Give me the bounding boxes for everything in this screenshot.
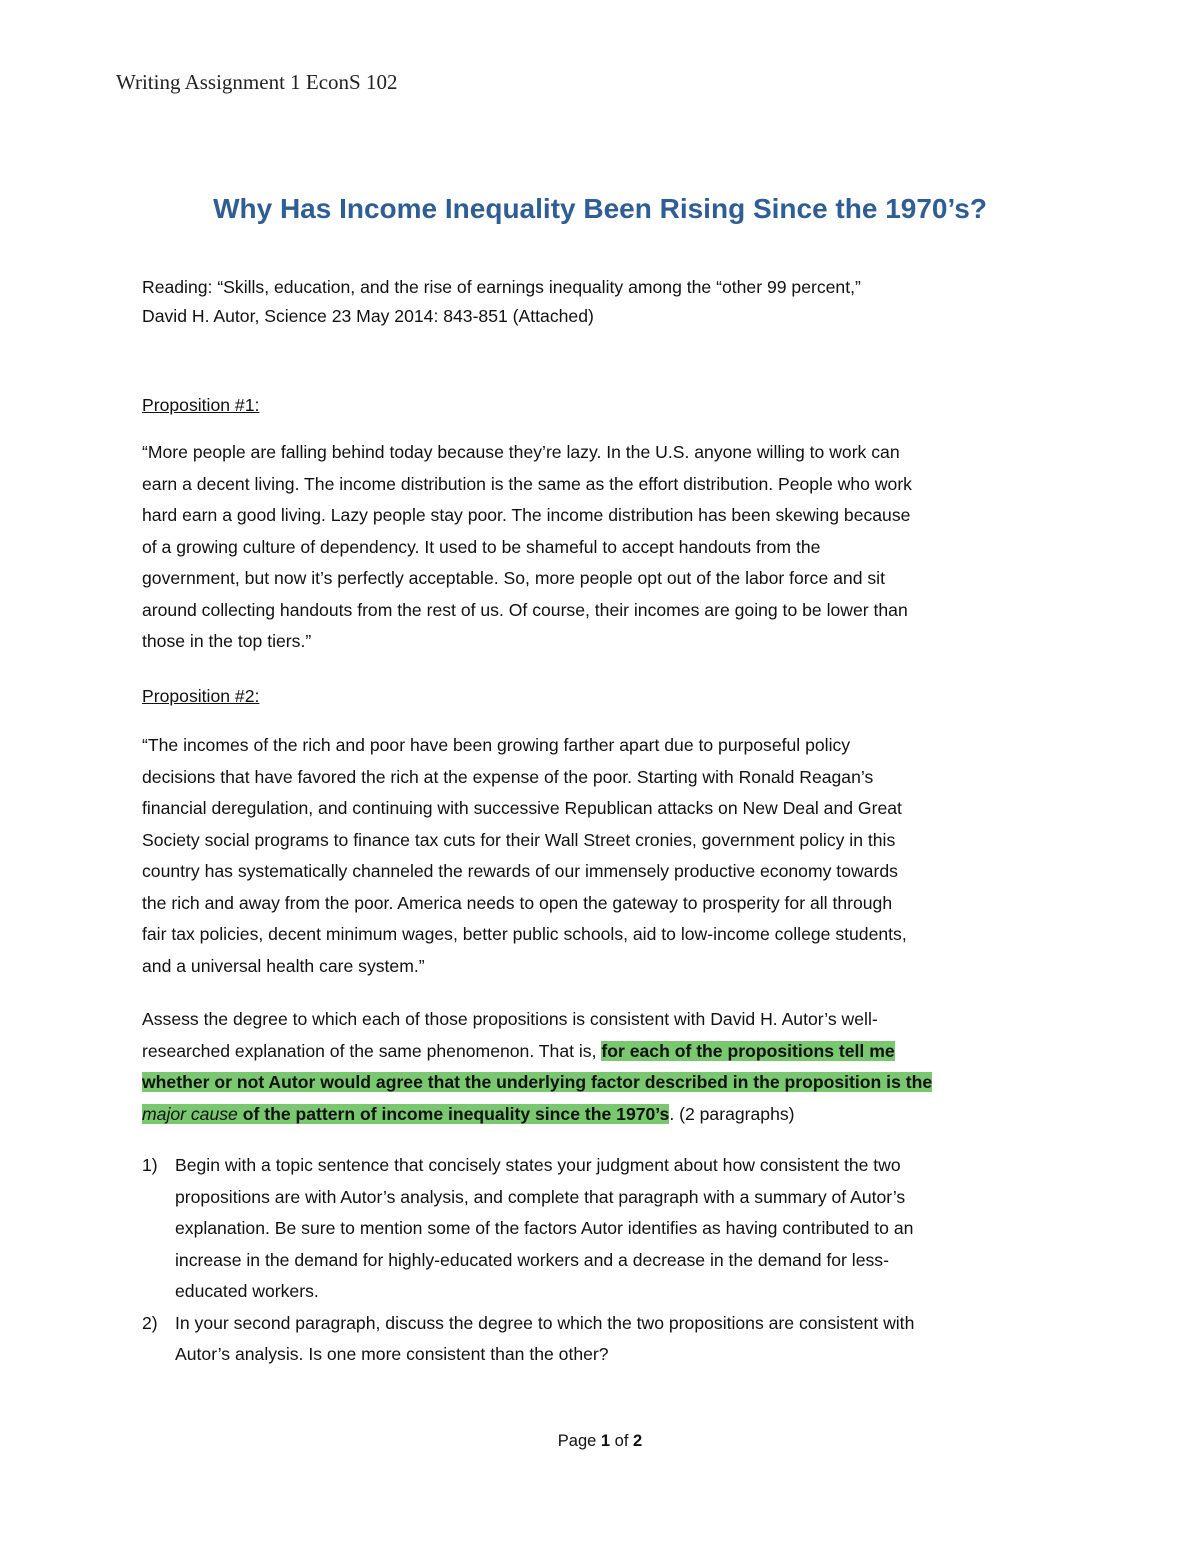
quote-line: decisions that have favored the rich at the expense of the poor. Starting with Ronald Reagan’s [142, 766, 874, 787]
instruction-text: researched explanation of the same phenomenon. That is, [142, 1040, 602, 1061]
quote-line: government, but now it’s perfectly acceptable. So, more people opt out of the labor force and sit [142, 568, 885, 588]
quote-line: around collecting handouts from the rest of us. Of course, their incomes are going to be lower than [142, 599, 908, 620]
instruction-text: Assess the degree to which each of those propositions is consistent with David H. Autor’s well- [142, 1009, 878, 1029]
instruction-line [142, 1004, 1067, 1036]
task-number: 2) [142, 1312, 158, 1333]
proposition-1-heading: Proposition #1: [142, 395, 260, 415]
quote-line: hard earn a good living. Lazy people stay poor. The income distribution has been skewing because [142, 505, 911, 525]
highlighted-text: whether or not Autor would agree that the underlying factor described in the proposition is the [142, 1072, 933, 1092]
task-list [142, 1150, 1067, 1371]
reading-line: David H. Autor, Science 23 May 2014: 843-851 (Attached) [142, 306, 594, 326]
task-line: educated workers. [175, 1281, 319, 1301]
quote-line: earn a decent living. The income distribution is the same as the effort distribution. People who work [142, 473, 912, 494]
quote-line: Society social programs to finance tax cuts for their Wall Street cronies, government policy in this [142, 829, 896, 850]
page-of-label: of [610, 1432, 634, 1450]
quote-line: of a growing culture of dependency. It used to be shameful to accept handouts from the [142, 536, 821, 557]
document-title: Why Has Income Inequality Been Rising Since the 1970’s? [213, 193, 987, 224]
task-line: propositions are with Autor’s analysis, and complete that paragraph with a summary of Autor’s [175, 1186, 906, 1207]
highlighted-italic-text: major cause [142, 1103, 238, 1124]
quote-line: fair tax policies, decent minimum wages, better public schools, aid to low-income college students, [142, 924, 907, 944]
quote-line: “More people are falling behind today because they’re lazy. In the U.S. anyone willing to work can [142, 442, 900, 462]
proposition-2-heading: Proposition #2: [142, 686, 260, 706]
proposition-2-quote [142, 730, 1067, 982]
proposition-1-quote [142, 437, 1067, 658]
quote-line: “The incomes of the rich and poor have been growing farther apart due to purposeful policy [142, 735, 851, 755]
quote-line: those in the top tiers.” [142, 631, 312, 651]
assignment-instructions [142, 1004, 1067, 1130]
quote-line: the rich and away from the poor. America needs to open the gateway to prosperity for all through [142, 892, 893, 913]
instruction-line [142, 1067, 1067, 1099]
quote-line: country has systematically channeled the rewards of our immensely productive economy towards [142, 861, 898, 881]
task-item [142, 1308, 1067, 1371]
highlighted-text: of the pattern of income inequality since the 1970’s [237, 1103, 670, 1124]
quote-line: financial deregulation, and continuing with successive Republican attacks on New Deal and Great [142, 798, 902, 818]
reading-citation [142, 273, 1067, 331]
task-item [142, 1150, 1067, 1308]
task-line: explanation. Be sure to mention some of the factors Autor identifies as having contributed to an [175, 1218, 914, 1238]
instruction-line [142, 1099, 1067, 1131]
highlighted-text: for each of the propositions tell me [601, 1040, 895, 1061]
instruction-text: . (2 paragraphs) [669, 1103, 795, 1124]
task-line: Autor’s analysis. Is one more consistent than the other? [175, 1344, 609, 1364]
quote-line: and a universal health care system.” [142, 955, 425, 976]
page-total: 2 [633, 1432, 643, 1450]
instruction-line [142, 1036, 1067, 1068]
page-current: 1 [600, 1432, 611, 1450]
task-line: Begin with a topic sentence that concisely states your judgment about how consistent the two [175, 1155, 901, 1175]
page-footer [0, 1432, 1200, 1451]
task-line: increase in the demand for highly-educated workers and a decrease in the demand for less- [175, 1249, 889, 1270]
running-header: Writing Assignment 1 EconS 102 [116, 70, 398, 94]
task-number: 1) [142, 1155, 158, 1175]
task-line: In your second paragraph, discuss the degree to which the two propositions are consistent with [175, 1312, 915, 1333]
page-label: Page [557, 1432, 601, 1450]
reading-line: Reading: “Skills, education, and the rise of earnings inequality among the “other 99 percent,” [142, 277, 861, 297]
